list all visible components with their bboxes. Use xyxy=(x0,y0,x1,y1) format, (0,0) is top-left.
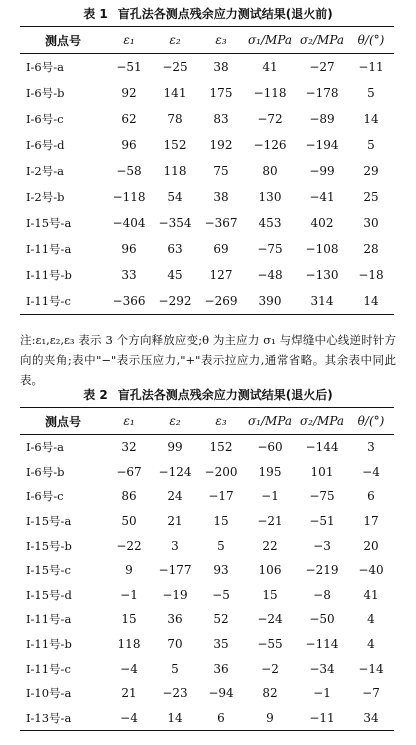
point-id-cell: Ⅰ-6号-d xyxy=(26,138,65,152)
value-cell: 82 xyxy=(262,686,278,701)
value-cell: 38 xyxy=(213,60,229,74)
value-cell: −292 xyxy=(152,288,198,315)
point-id-cell: Ⅰ-11号-b xyxy=(26,637,72,652)
value-cell: 32 xyxy=(121,440,137,455)
value-cell: 38 xyxy=(213,190,229,204)
value-cell: −367 xyxy=(204,216,238,230)
value-cell: 20 xyxy=(363,538,379,553)
value-cell: −11 xyxy=(296,706,348,731)
value-cell: −24 xyxy=(257,612,283,627)
table2-header-row xyxy=(20,408,394,435)
point-id-cell: Ⅰ-11号-a xyxy=(26,612,72,627)
value-cell: −99 xyxy=(309,164,335,178)
column-header-e1: ε₁ xyxy=(106,408,152,435)
value-cell: 28 xyxy=(363,242,379,256)
value-cell: 101 xyxy=(310,464,334,479)
value-cell: −23 xyxy=(162,686,188,701)
value-cell: 118 xyxy=(163,164,187,178)
value-cell: −50 xyxy=(309,612,335,627)
value-cell: −34 xyxy=(309,661,335,676)
value-cell: −124 xyxy=(158,464,192,479)
value-cell: 96 xyxy=(121,138,137,152)
value-cell: 14 xyxy=(152,706,198,731)
column-header-s2: σ₂/MPa xyxy=(296,27,348,54)
table-row xyxy=(20,533,394,558)
value-cell: −1 xyxy=(261,489,279,504)
value-cell: −114 xyxy=(305,637,339,652)
value-cell: −7 xyxy=(362,686,380,701)
value-cell: 195 xyxy=(258,464,282,479)
table1-caption xyxy=(0,6,416,22)
column-header-theta: θ/(°) xyxy=(348,27,394,54)
table1-title: 盲孔法各测点残余应力测试结果(退火前) xyxy=(117,7,333,21)
table-row xyxy=(20,484,394,509)
table2-title: 盲孔法各测点残余应力测试结果(退火后) xyxy=(117,388,333,402)
value-cell: 69 xyxy=(213,242,229,256)
value-cell: 52 xyxy=(213,612,229,627)
value-cell: −144 xyxy=(305,440,339,455)
point-id-cell: Ⅰ-15号-b xyxy=(26,538,72,553)
value-cell: −75 xyxy=(309,489,335,504)
value-cell: −40 xyxy=(358,563,384,578)
value-cell: 24 xyxy=(167,489,183,504)
value-cell: −354 xyxy=(158,216,192,230)
column-header-e2: ε₂ xyxy=(152,27,198,54)
value-cell: −51 xyxy=(309,514,335,529)
column-header-s1: σ₁/MPa xyxy=(244,408,296,435)
value-cell: 92 xyxy=(121,86,137,100)
value-cell: 70 xyxy=(167,637,183,652)
value-cell: 453 xyxy=(258,216,282,230)
table1-body xyxy=(20,54,394,315)
value-cell: −178 xyxy=(305,86,339,100)
value-cell: −219 xyxy=(305,563,339,578)
value-cell: −11 xyxy=(358,60,384,74)
table-row xyxy=(20,80,394,106)
value-cell: 86 xyxy=(121,489,137,504)
point-id-cell: Ⅰ-11号-c xyxy=(20,288,106,315)
value-cell: −19 xyxy=(162,587,188,602)
table-row xyxy=(20,158,394,184)
value-cell: 175 xyxy=(209,86,233,100)
point-id-cell: Ⅰ-6号-b xyxy=(26,464,65,479)
value-cell: 4 xyxy=(367,612,375,627)
value-cell: −22 xyxy=(116,538,142,553)
column-header-e3: ε₃ xyxy=(198,27,244,54)
point-id-cell: Ⅰ-13号-a xyxy=(20,706,106,731)
value-cell: 80 xyxy=(262,164,278,178)
column-header-e1: ε₁ xyxy=(106,27,152,54)
value-cell: 99 xyxy=(167,440,183,455)
value-cell: 5 xyxy=(367,138,375,152)
value-cell: 36 xyxy=(213,661,229,676)
table-row xyxy=(20,509,394,534)
value-cell: 5 xyxy=(367,86,375,100)
value-cell: 17 xyxy=(363,514,379,529)
table-row xyxy=(20,288,394,315)
value-cell: −48 xyxy=(257,268,283,282)
table-row xyxy=(20,210,394,236)
table-row xyxy=(20,460,394,485)
column-header-e2: ε₂ xyxy=(152,408,198,435)
table-row xyxy=(20,656,394,681)
table1-number: 表 1 xyxy=(83,7,108,21)
point-id-cell: Ⅰ-11号-a xyxy=(26,242,72,256)
value-cell: −200 xyxy=(204,464,238,479)
table2 xyxy=(20,407,394,731)
value-cell: 3 xyxy=(171,538,179,553)
point-id-cell: Ⅰ-15号-a xyxy=(26,216,72,230)
table-row xyxy=(20,54,394,81)
table-note: 注:ε₁,ε₂,ε₃ 表示 3 个方向释放应变;θ 为主应力 σ₁ 与焊缝中心线逆时针方向的夹角;表中"−"表示压应力,"+"表示拉应力,通常省略。其余表中同此表。 xyxy=(20,333,396,387)
point-id-cell: Ⅰ-6号-a xyxy=(26,60,64,74)
value-cell: 402 xyxy=(310,216,334,230)
value-cell: 96 xyxy=(121,242,137,256)
value-cell: −89 xyxy=(309,112,335,126)
value-cell: 15 xyxy=(121,612,137,627)
point-id-cell: Ⅰ-6号-c xyxy=(26,489,64,504)
value-cell: −4 xyxy=(362,464,380,479)
value-cell: −118 xyxy=(253,86,287,100)
value-cell: 4 xyxy=(367,637,375,652)
value-cell: −2 xyxy=(261,661,279,676)
column-header-point: 测点号 xyxy=(20,27,106,54)
value-cell: −1 xyxy=(313,686,331,701)
value-cell: −3 xyxy=(313,538,331,553)
value-cell: −126 xyxy=(253,138,287,152)
value-cell: −67 xyxy=(116,464,142,479)
value-cell: 141 xyxy=(163,86,187,100)
table2-body xyxy=(20,435,394,731)
value-cell: 83 xyxy=(213,112,229,126)
point-id-cell: Ⅰ-2号-b xyxy=(26,190,65,204)
point-id-cell: Ⅰ-2号-a xyxy=(26,164,64,178)
value-cell: −8 xyxy=(313,587,331,602)
table2-caption xyxy=(0,387,416,403)
value-cell: 54 xyxy=(167,190,183,204)
value-cell: 314 xyxy=(296,288,348,315)
value-cell: −108 xyxy=(305,242,339,256)
value-cell: 41 xyxy=(363,587,379,602)
value-cell: −60 xyxy=(257,440,283,455)
value-cell: 14 xyxy=(363,112,379,126)
value-cell: 45 xyxy=(167,268,183,282)
value-cell: −21 xyxy=(257,514,283,529)
table-row xyxy=(20,236,394,262)
value-cell: −269 xyxy=(198,288,244,315)
value-cell: 21 xyxy=(167,514,183,529)
value-cell: −72 xyxy=(257,112,283,126)
point-id-cell: Ⅰ-10号-a xyxy=(26,686,72,701)
value-cell: 50 xyxy=(121,514,137,529)
point-id-cell: Ⅰ-15号-d xyxy=(26,587,72,602)
point-id-cell: Ⅰ-11号-b xyxy=(26,268,72,282)
value-cell: 33 xyxy=(121,268,137,282)
table-row xyxy=(20,262,394,288)
value-cell: −27 xyxy=(309,60,335,74)
value-cell: −4 xyxy=(120,661,138,676)
value-cell: 14 xyxy=(348,288,394,315)
column-header-e3: ε₃ xyxy=(198,408,244,435)
point-id-cell: Ⅰ-11号-c xyxy=(26,661,71,676)
value-cell: 192 xyxy=(209,138,233,152)
column-header-point: 测点号 xyxy=(20,408,106,435)
value-cell: 127 xyxy=(209,268,233,282)
value-cell: −58 xyxy=(116,164,142,178)
value-cell: 78 xyxy=(167,112,183,126)
table-row xyxy=(20,607,394,632)
value-cell: 390 xyxy=(244,288,296,315)
value-cell: −5 xyxy=(212,587,230,602)
value-cell: 6 xyxy=(367,489,375,504)
value-cell: 75 xyxy=(213,164,229,178)
value-cell: −94 xyxy=(208,686,234,701)
value-cell: 9 xyxy=(244,706,296,731)
value-cell: 36 xyxy=(167,612,183,627)
column-header-s2: σ₂/MPa xyxy=(296,408,348,435)
value-cell: 106 xyxy=(258,563,282,578)
value-cell: 15 xyxy=(262,587,278,602)
value-cell: −177 xyxy=(158,563,192,578)
table-row xyxy=(20,132,394,158)
point-id-cell: Ⅰ-6号-a xyxy=(26,440,64,455)
value-cell: −404 xyxy=(112,216,146,230)
value-cell: 152 xyxy=(209,440,233,455)
value-cell: 63 xyxy=(167,242,183,256)
value-cell: −118 xyxy=(112,190,146,204)
table-row xyxy=(20,681,394,706)
value-cell: 30 xyxy=(363,216,379,230)
value-cell: −55 xyxy=(257,637,283,652)
table-row xyxy=(20,106,394,132)
value-cell: 62 xyxy=(121,112,137,126)
table-row xyxy=(20,583,394,608)
value-cell: 22 xyxy=(262,538,278,553)
table-row xyxy=(20,184,394,210)
value-cell: 118 xyxy=(117,637,141,652)
column-header-s1: σ₁/MPa xyxy=(244,27,296,54)
value-cell: −41 xyxy=(309,190,335,204)
value-cell: 5 xyxy=(171,661,179,676)
point-id-cell: Ⅰ-6号-c xyxy=(26,112,64,126)
value-cell: −17 xyxy=(208,489,234,504)
value-cell: −1 xyxy=(120,587,138,602)
value-cell: −194 xyxy=(305,138,339,152)
value-cell: 152 xyxy=(163,138,187,152)
point-id-cell: Ⅰ-6号-b xyxy=(26,86,65,100)
value-cell: 5 xyxy=(217,538,225,553)
point-id-cell: Ⅰ-15号-a xyxy=(26,514,72,529)
value-cell: −130 xyxy=(305,268,339,282)
value-cell: −14 xyxy=(358,661,384,676)
table2-number: 表 2 xyxy=(83,388,108,402)
point-id-cell: Ⅰ-15号-c xyxy=(26,563,71,578)
value-cell: 93 xyxy=(213,563,229,578)
value-cell: −75 xyxy=(257,242,283,256)
value-cell: 29 xyxy=(363,164,379,178)
value-cell: −4 xyxy=(106,706,152,731)
table1-header-row xyxy=(20,27,394,54)
table1 xyxy=(20,26,394,315)
table-row xyxy=(20,435,394,460)
table-row xyxy=(20,558,394,583)
value-cell: 34 xyxy=(348,706,394,731)
value-cell: −366 xyxy=(106,288,152,315)
column-header-theta: θ/(°) xyxy=(348,408,394,435)
value-cell: 6 xyxy=(198,706,244,731)
value-cell: 35 xyxy=(213,637,229,652)
value-cell: −18 xyxy=(358,268,384,282)
value-cell: 15 xyxy=(213,514,229,529)
value-cell: 130 xyxy=(258,190,282,204)
value-cell: 25 xyxy=(363,190,379,204)
value-cell: 9 xyxy=(125,563,133,578)
value-cell: 21 xyxy=(121,686,137,701)
value-cell: −51 xyxy=(116,60,142,74)
value-cell: −25 xyxy=(162,60,188,74)
value-cell: 41 xyxy=(262,60,278,74)
table-row xyxy=(20,706,394,731)
table-row xyxy=(20,632,394,657)
value-cell: 3 xyxy=(367,440,375,455)
